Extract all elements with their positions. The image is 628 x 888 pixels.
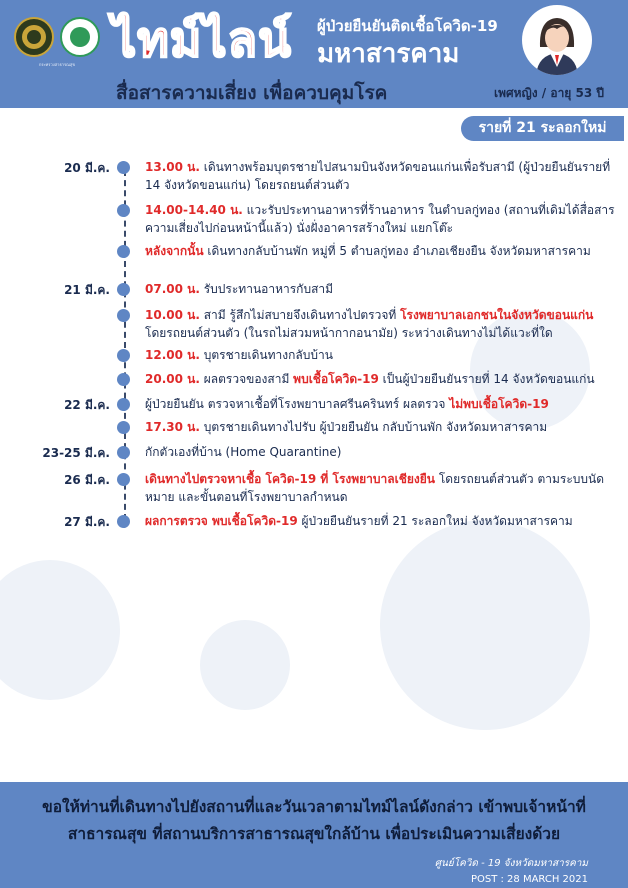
timeline-event-text [145, 242, 615, 260]
timeline-connector [124, 170, 126, 520]
timeline-event-text [145, 346, 615, 364]
timeline-dot [117, 473, 130, 486]
event-text: เดินทางกลับบ้านพัก หมู่ที่ 5 ตำบลกู่ทอง อำเภอเชียงยืน จังหวัดมหาสารคาม [203, 244, 591, 258]
logo-caption: กระทรวงสาธารณสุข [38, 62, 76, 67]
source-credit: ศูนย์โควิด - 19 จังหวัดมหาสารคาม [434, 858, 588, 869]
timeline-event-text [145, 201, 615, 237]
event-text: ผู้ป่วยยืนยันรายที่ 21 ระลอกใหม่ จังหวัดมหาสารคาม [297, 514, 573, 528]
timeline-event-text [145, 158, 615, 194]
highlight-text: เดินทางไปตรวจหาเชื้อ โควิด-19 ที่ โรงพยาบาลเชียงยืน [145, 472, 436, 486]
advisory-line-1: ขอให้ท่านที่เดินทางไปยังสถานที่และวันเวลาตามไทม์ไลน์ดังกล่าว เข้าพบเจ้าหน้าที่ [42, 798, 586, 816]
highlight-text: 10.00 น. [145, 308, 200, 322]
event-text: เดินทางพร้อมบุตรชายไปสนามบินจังหวัดขอนแก่นเพื่อรับสามี (ผู้ป่วยยืนยันรายที่ 14 จังหวัดขอนแก่น) โดยรถยนต์ส่วนตัว [145, 160, 611, 192]
timeline-dot [117, 283, 130, 296]
timeline-dot [117, 309, 130, 322]
timeline-event-text [145, 470, 615, 506]
timeline-dot [117, 204, 130, 217]
highlight-text: 12.00 น. [145, 348, 200, 362]
timeline-date: 20 มี.ค. [64, 161, 110, 175]
highlight-text: 20.00 น. [145, 372, 200, 386]
event-text: ผู้ป่วยยืนยัน ตรวจหาเชื้อที่โรงพยาบาลศรีนครินทร์ ผลตรวจ [145, 397, 450, 411]
timeline-dot [117, 446, 130, 459]
title-subtitle-line2: มหาสารคาม [317, 39, 460, 69]
tagline: สื่อสารความเสี่ยง เพื่อควบคุมโรค [116, 82, 388, 104]
event-text: รับประทานอาหารกับสามี [199, 282, 334, 296]
timeline-date: 22 มี.ค. [64, 398, 110, 412]
patient-avatar-icon [522, 5, 592, 75]
event-text: เป็นผู้ป่วยยืนยันรายที่ 14 จังหวัดขอนแก่น [378, 372, 595, 386]
event-text: แวะรับประทานอาหารที่ร้านอาหาร ในตำบลกู่ทอง (สถานที่เดิมได้สื่อสารความเสี่ยงไปก่อนหน้านี้แล้ว) นั่งฝั่งอาคารสร้างใหม่ แยกโต๊ะ [145, 203, 615, 235]
title-subtitle-line1: ผู้ป่วยยืนยันติดเชื้อโควิด-19 [317, 17, 498, 35]
event-text: บุตรชายเดินทางกลับบ้าน [199, 348, 333, 362]
highlight-text: 14.00-14.40 น. [145, 203, 243, 217]
timeline-event-text [145, 395, 615, 413]
page-title: ไทม์ไลน์ [112, 12, 292, 68]
post-date: POST : 28 MARCH 2021 [470, 874, 588, 885]
case-number-badge: รายที่ 21 ระลอกใหม่ [461, 116, 624, 141]
event-text: กักตัวเองที่บ้าน (Home Quarantine) [145, 445, 342, 459]
timeline-dot [117, 421, 130, 434]
highlight-text: 07.00 น. [145, 282, 200, 296]
virus-decoration-icon [0, 560, 120, 700]
timeline-event-text [145, 443, 615, 461]
event-text: ผลตรวจของสามี [199, 372, 294, 386]
event-text: โดยรถยนต์ส่วนตัว (ในรถไม่สวมหน้ากากอนามัย) ระหว่างเดินทางไม่ได้แวะที่ใด [145, 326, 553, 340]
event-text: โดยรถยนต์ส่วนตัว ตามระบบนัดหมาย และขั้นตอนที่โรงพยาบาลกำหนด [145, 472, 605, 504]
timeline-date: 27 มี.ค. [64, 515, 110, 529]
timeline-event-text [145, 418, 615, 436]
timeline-date: 21 มี.ค. [64, 283, 110, 297]
footer-banner [0, 782, 628, 888]
patient-info: เพศหญิง / อายุ 53 ปี [494, 86, 605, 100]
highlight-text: หลังจากนั้น [145, 244, 204, 258]
highlight-text: ผลการตรวจ พบเชื้อโควิด-19 [145, 514, 298, 528]
highlight-text: 13.00 น. [145, 160, 200, 174]
header-banner [0, 0, 628, 108]
highlight-text: ไม่พบเชื้อโควิด-19 [449, 397, 549, 411]
highlight-text: 17.30 น. [145, 420, 200, 434]
highlight-text: โรงพยาบาลเอกชนในจังหวัดขอนแก่น [400, 308, 594, 322]
advisory-message [0, 794, 628, 848]
timeline-dot [117, 373, 130, 386]
timeline-dot [117, 245, 130, 258]
timeline-dot [117, 349, 130, 362]
timeline-dot [117, 515, 130, 528]
provincial-seal-icon [14, 17, 54, 57]
timeline-event-text [145, 370, 615, 388]
timeline-event-text [145, 306, 615, 342]
timeline-event-text [145, 280, 615, 298]
timeline-dot [117, 398, 130, 411]
event-text: บุตรชายเดินทางไปรับ ผู้ป่วยยืนยัน กลับบ้านพัก จังหวัดมหาสารคาม [199, 420, 548, 434]
virus-decoration-icon [200, 620, 290, 710]
timeline-date: 23-25 มี.ค. [42, 446, 110, 460]
highlight-text: พบเชื้อโควิด-19 [293, 372, 379, 386]
timeline-event-text [145, 512, 615, 530]
advisory-line-2: สาธารณสุข ที่สถานบริการสาธารณสุขใกล้บ้าน เพื่อประเมินความเสี่ยงด้วย [67, 825, 561, 843]
ministry-of-health-logo-icon [60, 17, 100, 57]
timeline-date: 26 มี.ค. [64, 473, 110, 487]
virus-decoration-icon [380, 520, 590, 730]
event-text: สามี รู้สึกไม่สบายจึงเดินทางไปตรวจที่ [199, 308, 401, 322]
timeline-dot [117, 161, 130, 174]
